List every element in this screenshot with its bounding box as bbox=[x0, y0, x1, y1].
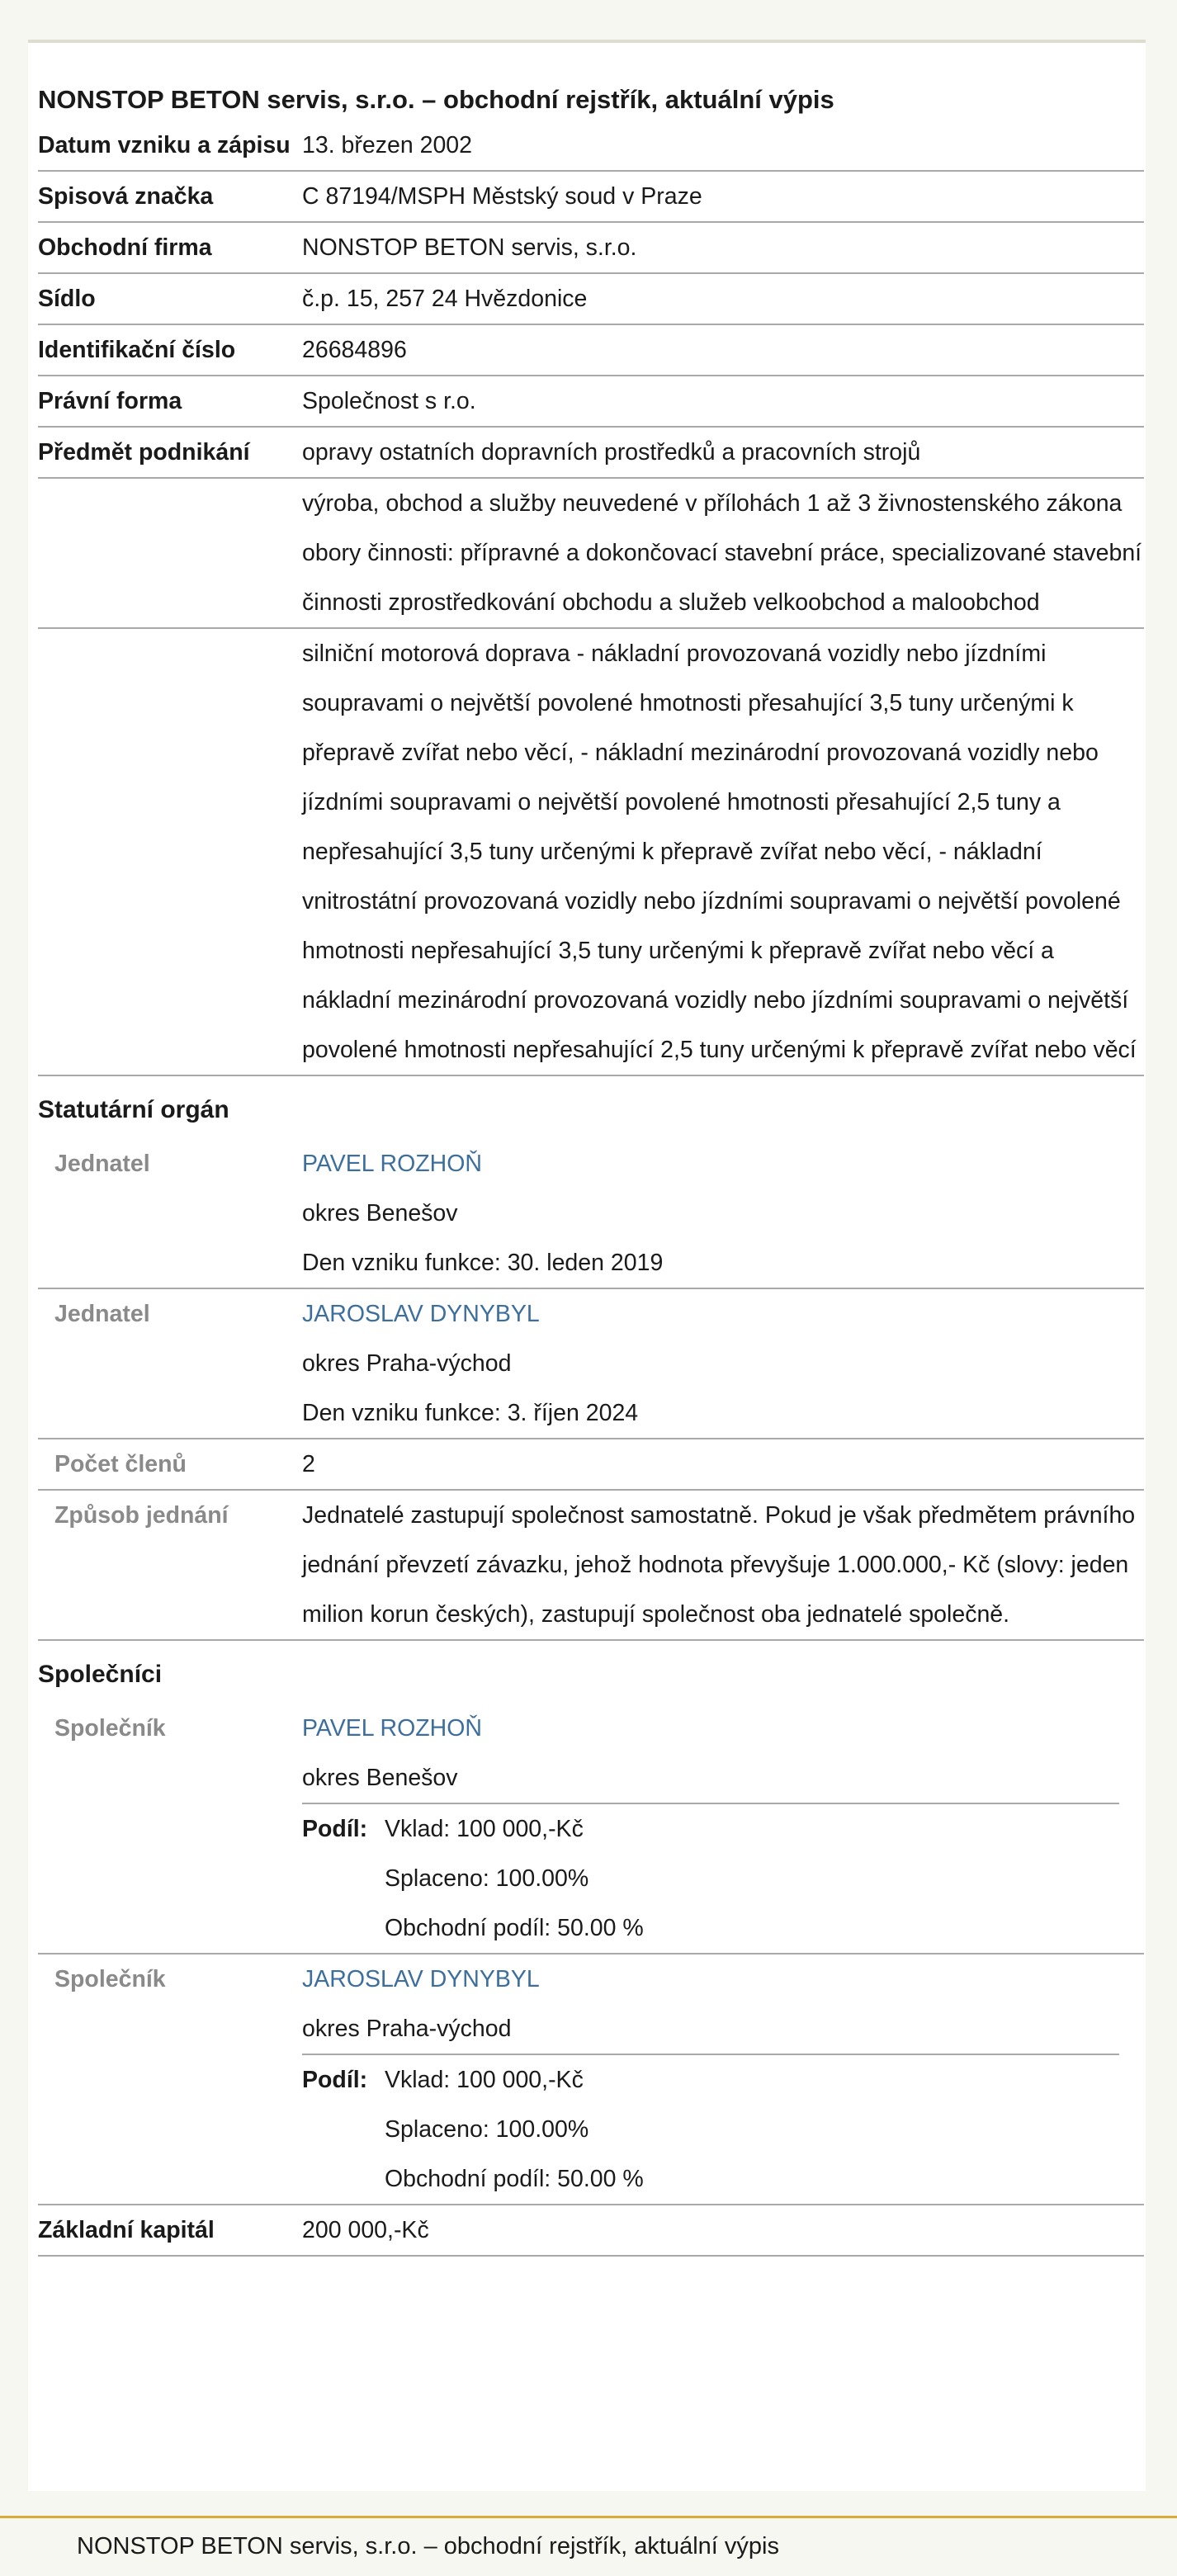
label-obchodni-firma: Obchodní firma bbox=[38, 222, 302, 273]
value-ico: 26684896 bbox=[302, 324, 1144, 376]
value-spisova-znacka: C 87194/MSPH Městský soud v Praze bbox=[302, 171, 1144, 222]
podil-label-1: Podíl: bbox=[302, 1816, 368, 1842]
page-title: NONSTOP BETON servis, s.r.o. – obchodní rejstřík, aktuální výpis bbox=[38, 85, 834, 114]
podil-vklad-1: Vklad: 100 000,-Kč bbox=[385, 1816, 584, 1842]
heading-statutarni-organ: Statutární orgán bbox=[38, 1096, 229, 1123]
podil-splaceno-1: Splaceno: 100.00% bbox=[385, 1865, 589, 1892]
podil-label-2: Podíl: bbox=[302, 2067, 368, 2093]
podil-splaceno-2: Splaceno: 100.00% bbox=[385, 2116, 589, 2143]
row-predmet-2 bbox=[38, 478, 1144, 628]
spolecnik-2-okres: okres Praha-východ bbox=[302, 2016, 512, 2042]
link-jednatel-2[interactable]: JAROSLAV DYNYBYL bbox=[302, 1301, 540, 1327]
label-spolecnik-1: Společník bbox=[38, 1704, 302, 1954]
label-pravni-forma: Právní forma bbox=[38, 376, 302, 427]
podil-obchodni-1: Obchodní podíl: 50.00 % bbox=[385, 1915, 644, 1941]
label-zpusob-jednani: Způsob jednání bbox=[38, 1490, 302, 1640]
row-spolecnik-1 bbox=[38, 1704, 1144, 1954]
row-obchodni-firma bbox=[38, 222, 1144, 273]
value-zakladni-kapital: 200 000,-Kč bbox=[302, 2205, 1144, 2256]
label-jednatel-2: Jednatel bbox=[38, 1288, 302, 1439]
jednatel-1-funkce: Den vzniku funkce: 30. leden 2019 bbox=[302, 1250, 664, 1276]
row-jednatel-1 bbox=[38, 1139, 1144, 1288]
jednatel-2-funkce: Den vzniku funkce: 3. říjen 2024 bbox=[302, 1400, 639, 1426]
register-table bbox=[38, 121, 1144, 2257]
row-ico bbox=[38, 324, 1144, 376]
spolecnik-2-podil bbox=[302, 2054, 1119, 2204]
value-jednatel-2 bbox=[302, 1288, 1144, 1439]
row-spolecnik-2 bbox=[38, 1954, 1144, 2205]
row-datum-vzniku bbox=[38, 121, 1144, 171]
heading-spolecnici: Společníci bbox=[38, 1661, 163, 1688]
row-jednatel-2 bbox=[38, 1288, 1144, 1439]
podil-obchodni-2: Obchodní podíl: 50.00 % bbox=[385, 2166, 644, 2192]
label-sidlo: Sídlo bbox=[38, 273, 302, 324]
value-pocet-clenu: 2 bbox=[302, 1439, 1144, 1490]
label-spolecnik-2: Společník bbox=[38, 1954, 302, 2205]
jednatel-1-okres: okres Benešov bbox=[302, 1200, 458, 1227]
link-spolecnik-2[interactable]: JAROSLAV DYNYBYL bbox=[302, 1966, 540, 1992]
label-pocet-clenu: Počet členů bbox=[38, 1439, 302, 1490]
section-spolecnici bbox=[38, 1640, 1144, 1704]
row-predmet-1 bbox=[38, 427, 1144, 478]
value-spolecnik-2 bbox=[302, 1954, 1144, 2205]
row-zpusob-jednani bbox=[38, 1490, 1144, 1640]
row-sidlo bbox=[38, 273, 1144, 324]
label-jednatel-1: Jednatel bbox=[38, 1139, 302, 1288]
label-predmet-podnikani: Předmět podnikání bbox=[38, 427, 302, 478]
register-extract bbox=[38, 79, 1144, 2257]
value-predmet-2: výroba, obchod a služby neuvedené v přílohách 1 až 3 živnostenského zákona obory činnosti: přípravné a dokončovací stavební práce, specializované stavební činnosti zprostředkování obchodu a služeb velkoobchod a maloobchod bbox=[302, 478, 1144, 628]
value-pravni-forma: Společnost s r.o. bbox=[302, 376, 1144, 427]
value-predmet-1: opravy ostatních dopravních prostředků a pracovních strojů bbox=[302, 427, 1144, 478]
label-spisova-znacka: Spisová značka bbox=[38, 171, 302, 222]
row-zakladni-kapital bbox=[38, 2205, 1144, 2256]
section-statutarni-organ bbox=[38, 1075, 1144, 1139]
label-datum-vzniku: Datum vzniku a zápisu bbox=[38, 121, 302, 171]
document-page bbox=[28, 40, 1146, 2491]
link-spolecnik-1[interactable]: PAVEL ROZHOŇ bbox=[302, 1715, 483, 1742]
spolecnik-1-okres: okres Benešov bbox=[302, 1765, 458, 1791]
jednatel-2-okres: okres Praha-východ bbox=[302, 1350, 512, 1377]
value-sidlo: č.p. 15, 257 24 Hvězdonice bbox=[302, 273, 1144, 324]
label-ico: Identifikační číslo bbox=[38, 324, 302, 376]
value-jednatel-1 bbox=[302, 1139, 1144, 1288]
link-jednatel-1[interactable]: PAVEL ROZHOŇ bbox=[302, 1151, 483, 1177]
row-pocet-clenu bbox=[38, 1439, 1144, 1490]
value-spolecnik-1 bbox=[302, 1704, 1144, 1954]
value-obchodni-firma: NONSTOP BETON servis, s.r.o. bbox=[302, 222, 1144, 273]
value-predmet-3: silniční motorová doprava - nákladní provozovaná vozidly nebo jízdními soupravami o největší povolené hmotnosti přesahující 3,5 tuny určenými k přepravě zvířat nebo věcí, - nákladní mezinárodní provozovaná vozidly nebo jízdními soupravami o největší povolené hmotnosti přesahující 2,5 tuny a nepřesahující 3,5 tuny určenými k přepravě zvířat nebo věcí, - nákladní vnitrostátní provozovaná vozidly nebo jízdními soupravami o největší povolené hmotnosti nepřesahující 3,5 tuny určenými k přepravě zvířat nebo věcí a nákladní mezinárodní provozovaná vozidly nebo jízdními soupravami o největší povolené hmotnosti nepřesahující 2,5 tuny určenými k přepravě zvířat nebo věcí bbox=[302, 628, 1144, 1075]
row-predmet-3 bbox=[38, 628, 1144, 1075]
spolecnik-1-podil bbox=[302, 1803, 1119, 1953]
label-zakladni-kapital: Základní kapitál bbox=[38, 2205, 302, 2256]
podil-vklad-2: Vklad: 100 000,-Kč bbox=[385, 2067, 584, 2093]
row-pravni-forma bbox=[38, 376, 1144, 427]
footer-title: NONSTOP BETON servis, s.r.o. – obchodní rejstřík, aktuální výpis bbox=[77, 2533, 779, 2559]
value-zpusob-jednani: Jednatelé zastupují společnost samostatně. Pokud je však předmětem právního jednání převzetí závazku, jehož hodnota převyšuje 1.000.000,- Kč (slovy: jeden milion korun českých), zastupují společnost oba jednatelé společně. bbox=[302, 1490, 1144, 1640]
footer bbox=[0, 2516, 1177, 2576]
row-spisova-znacka bbox=[38, 171, 1144, 222]
value-datum-vzniku: 13. březen 2002 bbox=[302, 121, 1144, 171]
